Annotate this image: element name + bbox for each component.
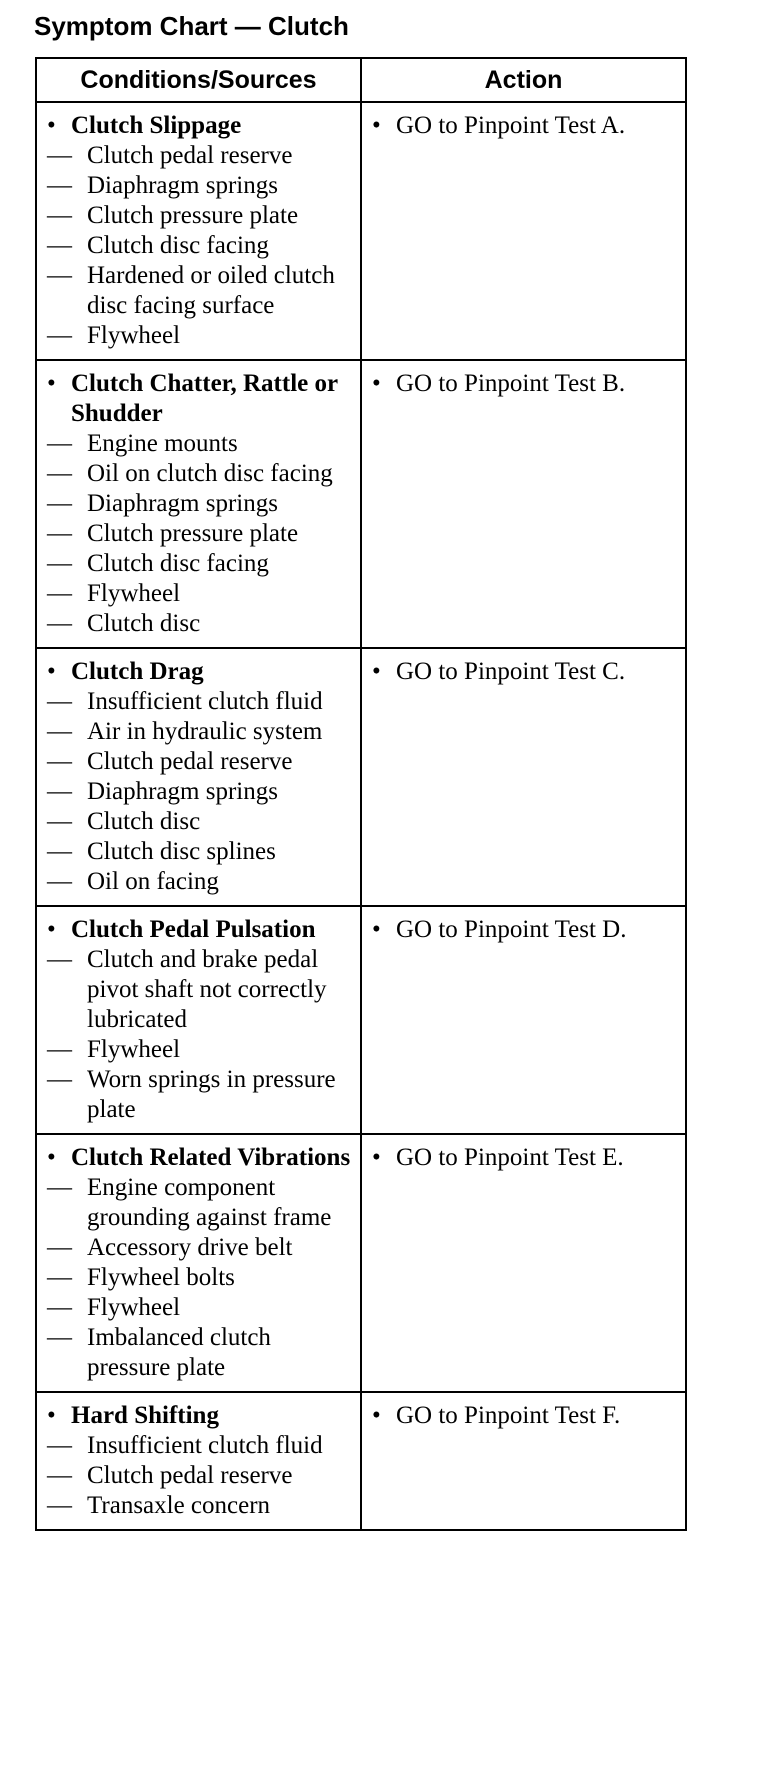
source-item bbox=[47, 261, 356, 321]
source-text: Clutch pressure plate bbox=[87, 202, 299, 229]
condition-cell bbox=[36, 906, 361, 1134]
dash-marker: — bbox=[47, 1036, 72, 1063]
dash-marker: — bbox=[47, 610, 72, 637]
dash-marker: — bbox=[47, 688, 72, 715]
bullet-marker: • bbox=[47, 370, 56, 397]
action-line bbox=[372, 1143, 681, 1173]
dash-marker: — bbox=[47, 580, 72, 607]
dash-marker: — bbox=[47, 748, 72, 775]
dash-marker: — bbox=[47, 520, 72, 547]
source-text: Clutch disc bbox=[87, 610, 201, 637]
condition-cell bbox=[36, 1134, 361, 1392]
dash-marker: — bbox=[47, 718, 72, 745]
bullet-marker: • bbox=[372, 1144, 381, 1171]
dash-marker: — bbox=[47, 1066, 72, 1093]
source-text: Clutch pedal reserve bbox=[87, 142, 293, 169]
source-item bbox=[47, 579, 356, 609]
source-item bbox=[47, 141, 356, 171]
page-title: Symptom Chart — Clutch bbox=[34, 11, 349, 41]
action-cell bbox=[361, 102, 686, 360]
source-text: Hardened or oiled clutch disc facing surface bbox=[87, 262, 335, 319]
source-text: Oil on facing bbox=[87, 868, 219, 895]
dash-marker: — bbox=[47, 460, 72, 487]
source-item bbox=[47, 231, 356, 261]
dash-marker: — bbox=[47, 1462, 72, 1489]
source-text: Accessory drive belt bbox=[87, 1234, 293, 1261]
bullet-marker: • bbox=[47, 1402, 56, 1429]
source-item bbox=[47, 687, 356, 717]
dash-marker: — bbox=[47, 142, 72, 169]
dash-marker: — bbox=[47, 430, 72, 457]
table-row bbox=[36, 1392, 686, 1530]
table-row bbox=[36, 1134, 686, 1392]
source-item bbox=[47, 1461, 356, 1491]
source-item bbox=[47, 429, 356, 459]
source-text: Clutch pedal reserve bbox=[87, 748, 293, 775]
source-item bbox=[47, 867, 356, 897]
action-line bbox=[372, 657, 681, 687]
source-text: Air in hydraulic system bbox=[87, 718, 323, 745]
bullet-marker: • bbox=[372, 916, 381, 943]
action-header: Action bbox=[361, 58, 686, 102]
table-body bbox=[36, 102, 686, 1530]
source-item bbox=[47, 1065, 356, 1125]
source-item bbox=[47, 1431, 356, 1461]
dash-marker: — bbox=[47, 262, 72, 289]
source-item bbox=[47, 609, 356, 639]
bullet-marker: • bbox=[47, 112, 56, 139]
dash-marker: — bbox=[47, 808, 72, 835]
condition-title: Clutch Related Vibrations bbox=[71, 1144, 351, 1171]
dash-marker: — bbox=[47, 232, 72, 259]
source-item bbox=[47, 1035, 356, 1065]
condition-line bbox=[47, 1143, 356, 1173]
source-item bbox=[47, 837, 356, 867]
source-item bbox=[47, 945, 356, 1035]
header-row bbox=[36, 58, 686, 102]
action-cell bbox=[361, 1392, 686, 1530]
action-text: GO to Pinpoint Test B. bbox=[396, 370, 626, 397]
bullet-marker: • bbox=[372, 658, 381, 685]
bullet-marker: • bbox=[47, 658, 56, 685]
dash-marker: — bbox=[47, 172, 72, 199]
dash-marker: — bbox=[47, 1174, 72, 1201]
table-row bbox=[36, 648, 686, 906]
source-item bbox=[47, 549, 356, 579]
source-text: Diaphragm springs bbox=[87, 778, 278, 805]
action-text: GO to Pinpoint Test E. bbox=[396, 1144, 624, 1171]
action-text: GO to Pinpoint Test A. bbox=[396, 112, 626, 139]
dash-marker: — bbox=[47, 490, 72, 517]
bullet-marker: • bbox=[372, 112, 381, 139]
condition-title: Clutch Slippage bbox=[71, 112, 242, 139]
condition-title: Hard Shifting bbox=[71, 1402, 219, 1429]
table-row bbox=[36, 360, 686, 648]
condition-cell bbox=[36, 102, 361, 360]
source-text: Clutch disc facing bbox=[87, 550, 269, 577]
source-text: Diaphragm springs bbox=[87, 172, 278, 199]
source-item bbox=[47, 1491, 356, 1521]
action-line bbox=[372, 369, 681, 399]
source-item bbox=[47, 777, 356, 807]
dash-marker: — bbox=[47, 778, 72, 805]
dash-marker: — bbox=[47, 1294, 72, 1321]
bullet-marker: • bbox=[372, 1402, 381, 1429]
source-item bbox=[47, 747, 356, 777]
condition-cell bbox=[36, 1392, 361, 1530]
bullet-marker: • bbox=[372, 370, 381, 397]
action-cell bbox=[361, 1134, 686, 1392]
source-text: Transaxle concern bbox=[87, 1492, 271, 1519]
source-text: Flywheel bbox=[87, 1294, 181, 1321]
conditions-sources-header: Conditions/Sources bbox=[36, 58, 361, 102]
source-item bbox=[47, 1323, 356, 1383]
table-row bbox=[36, 906, 686, 1134]
source-item bbox=[47, 1293, 356, 1323]
source-text: Clutch and brake pedal pivot shaft not correctly lubricated bbox=[87, 946, 327, 1033]
action-cell bbox=[361, 360, 686, 648]
condition-title: Clutch Chatter, Rattle or Shudder bbox=[71, 370, 338, 427]
source-item bbox=[47, 717, 356, 747]
source-item bbox=[47, 321, 356, 351]
source-text: Flywheel bbox=[87, 322, 181, 349]
condition-cell bbox=[36, 360, 361, 648]
dash-marker: — bbox=[47, 1234, 72, 1261]
source-item bbox=[47, 201, 356, 231]
condition-title: Clutch Pedal Pulsation bbox=[71, 916, 316, 943]
source-item bbox=[47, 489, 356, 519]
dash-marker: — bbox=[47, 1324, 72, 1351]
dash-marker: — bbox=[47, 202, 72, 229]
condition-line bbox=[47, 111, 356, 141]
dash-marker: — bbox=[47, 1264, 72, 1291]
dash-marker: — bbox=[47, 946, 72, 973]
source-item bbox=[47, 519, 356, 549]
dash-marker: — bbox=[47, 1432, 72, 1459]
action-cell bbox=[361, 906, 686, 1134]
source-text: Insufficient clutch fluid bbox=[87, 1432, 323, 1459]
action-line bbox=[372, 1401, 681, 1431]
dash-marker: — bbox=[47, 322, 72, 349]
source-text: Diaphragm springs bbox=[87, 490, 278, 517]
source-item bbox=[47, 1233, 356, 1263]
action-text: GO to Pinpoint Test F. bbox=[396, 1402, 621, 1429]
source-text: Engine mounts bbox=[87, 430, 238, 457]
source-text: Clutch disc splines bbox=[87, 838, 276, 865]
source-item bbox=[47, 459, 356, 489]
condition-line bbox=[47, 915, 356, 945]
source-text: Clutch disc facing bbox=[87, 232, 269, 259]
source-text: Oil on clutch disc facing bbox=[87, 460, 333, 487]
source-item bbox=[47, 1173, 356, 1233]
source-text: Worn springs in pressure plate bbox=[87, 1066, 336, 1123]
table-row bbox=[36, 102, 686, 360]
dash-marker: — bbox=[47, 868, 72, 895]
symptom-chart-table bbox=[35, 57, 687, 1531]
source-text: Flywheel bolts bbox=[87, 1264, 235, 1291]
source-text: Insufficient clutch fluid bbox=[87, 688, 323, 715]
dash-marker: — bbox=[47, 838, 72, 865]
condition-line bbox=[47, 1401, 356, 1431]
dash-marker: — bbox=[47, 1492, 72, 1519]
source-text: Flywheel bbox=[87, 580, 181, 607]
condition-cell bbox=[36, 648, 361, 906]
condition-line bbox=[47, 369, 356, 429]
source-item bbox=[47, 807, 356, 837]
source-text: Clutch disc bbox=[87, 808, 201, 835]
source-text: Clutch pedal reserve bbox=[87, 1462, 293, 1489]
source-text: Clutch pressure plate bbox=[87, 520, 299, 547]
action-line bbox=[372, 111, 681, 141]
source-text: Flywheel bbox=[87, 1036, 181, 1063]
action-text: GO to Pinpoint Test D. bbox=[396, 916, 627, 943]
action-text: GO to Pinpoint Test C. bbox=[396, 658, 626, 685]
bullet-marker: • bbox=[47, 916, 56, 943]
source-text: Imbalanced clutch pressure plate bbox=[87, 1324, 271, 1381]
bullet-marker: • bbox=[47, 1144, 56, 1171]
action-cell bbox=[361, 648, 686, 906]
source-text: Engine component grounding against frame bbox=[87, 1174, 332, 1231]
source-item bbox=[47, 171, 356, 201]
action-line bbox=[372, 915, 681, 945]
dash-marker: — bbox=[47, 550, 72, 577]
source-item bbox=[47, 1263, 356, 1293]
condition-title: Clutch Drag bbox=[71, 658, 204, 685]
condition-line bbox=[47, 657, 356, 687]
